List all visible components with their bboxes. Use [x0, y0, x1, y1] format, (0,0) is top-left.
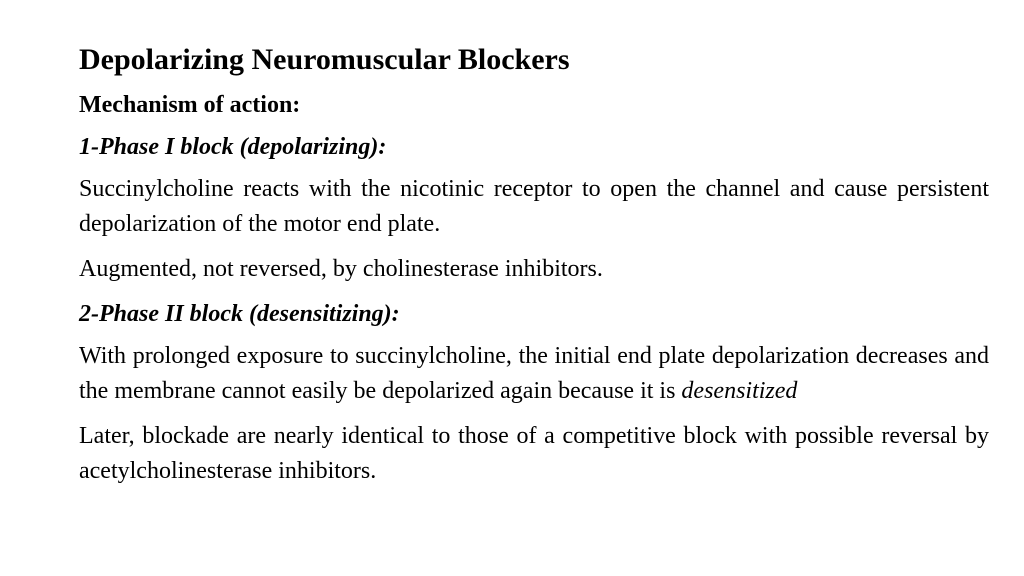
mechanism-subheading: Mechanism of action: — [79, 92, 301, 118]
slide-title: Depolarizing Neuromuscular Blockers — [79, 43, 570, 76]
phase2-paragraph-1 — [79, 339, 989, 409]
phase2-paragraph-2: Later, blockade are nearly identical to those of a competitive block with possible reversal by acetylcholinesterase inhibitors. — [79, 423, 989, 484]
phase1-heading: 1-Phase I block (depolarizing): — [79, 134, 387, 160]
phase1-paragraph-2: Augmented, not reversed, by cholinesterase inhibitors. — [79, 256, 603, 282]
slide-content — [79, 38, 989, 499]
phase2-paragraph-1-text: With prolonged exposure to succinylcholine, the initial end plate depolarization decreases and the membrane cannot easily be depolarized again because it is — [79, 343, 989, 404]
desensitized-emphasis: desensitized — [681, 378, 798, 404]
phase1-paragraph-1: Succinylcholine reacts with the nicotinic receptor to open the channel and cause persistent depolarization of the motor end plate. — [79, 176, 989, 237]
phase2-heading: 2-Phase II block (desensitizing): — [79, 301, 400, 327]
